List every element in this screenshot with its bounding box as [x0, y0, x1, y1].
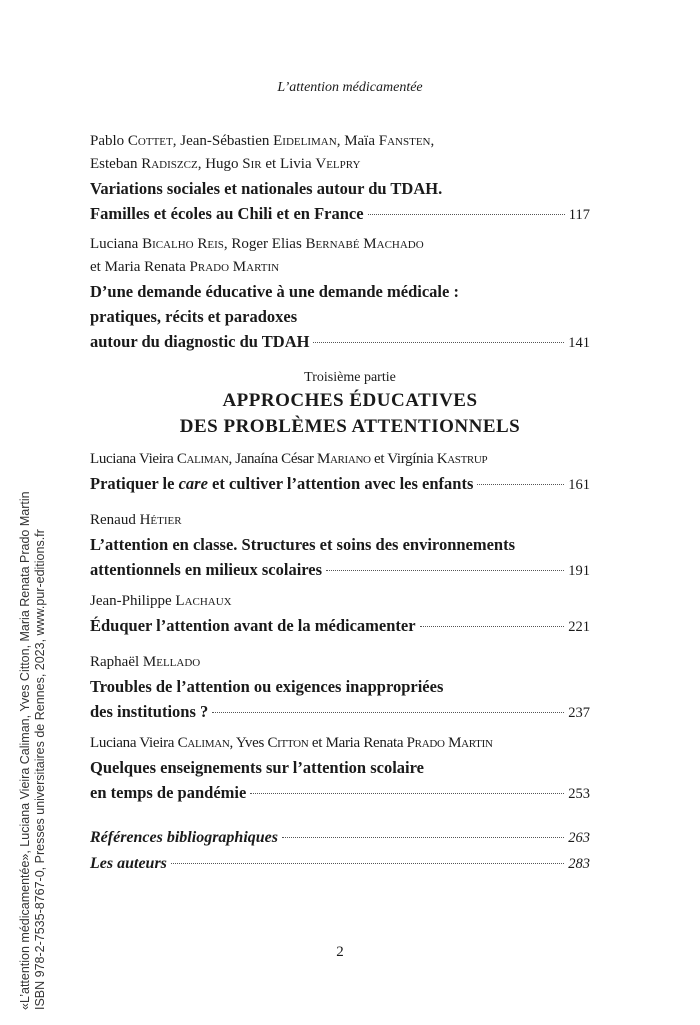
entry-title-last-line — [90, 613, 590, 640]
toc-entry[interactable] — [90, 590, 590, 640]
entry-title-text: Pratiquer le care et cultiver l’attention avec les enfants — [90, 474, 474, 493]
leader-dots — [282, 837, 564, 838]
entry-title-line: D’une demande éducative à une demande médicale : — [90, 282, 459, 301]
entry-title-text: autour du diagnostic du TDAH — [90, 332, 310, 351]
leader-dots — [326, 570, 564, 571]
entry-authors: Raphaël Mellado — [90, 654, 201, 670]
leader-dots — [368, 214, 565, 215]
toc-entry[interactable] — [90, 732, 590, 807]
part-title-line: APPROCHES ÉDUCATIVES — [222, 390, 478, 411]
entry-page-number: 117 — [568, 207, 590, 223]
side-credit-line: ISBN 978-2-7535-8767-0, Presses universitaires de Rennes, 2023, www.pur-editions.fr — [33, 529, 47, 1010]
entry-title-text: Éduquer l’attention avant de la médicamenter — [90, 616, 416, 635]
part-title-line: DES PROBLÈMES ATTENTIONNELS — [179, 416, 521, 437]
toc-entry[interactable] — [90, 130, 590, 228]
entry-page-number: 191 — [568, 563, 590, 579]
leader-dots — [477, 484, 564, 485]
leader-dots — [420, 626, 565, 627]
toc-entry[interactable] — [90, 509, 590, 584]
entry-title-last-line — [90, 201, 590, 228]
toc-entry-back-matter[interactable] — [90, 826, 590, 850]
leader-dots — [250, 793, 564, 794]
entry-page-number: 253 — [568, 786, 590, 802]
entry-page-number: 161 — [568, 477, 590, 493]
running-head: L’attention médicamentée — [277, 80, 423, 95]
leader-dots — [212, 712, 564, 713]
entry-authors: Luciana Bicalho Reis, Roger Elias Bernabé Machado et Maria Renata Prado Martin — [90, 236, 424, 275]
toc-entry[interactable] — [90, 448, 590, 498]
entry-title-last-line — [90, 780, 590, 807]
entry-title-text: Les auteurs — [90, 855, 167, 872]
entry-page-number: 141 — [568, 335, 590, 351]
page-number: 2 — [336, 944, 344, 960]
part-heading — [0, 368, 700, 440]
entry-page-number: 263 — [568, 830, 590, 846]
entry-title-last-line — [90, 557, 590, 584]
entry-title-last-line — [90, 826, 590, 850]
entry-title-line: L’attention en classe. Structures et soins des environnements — [90, 535, 516, 554]
entry-page-number: 221 — [568, 619, 590, 635]
entry-title-last-line — [90, 699, 590, 726]
entry-title-text: Familles et écoles au Chili et en France — [90, 204, 364, 223]
entry-title-last-line — [90, 852, 590, 876]
entry-authors: Jean-Philippe Lachaux — [90, 593, 232, 609]
entry-page-number: 237 — [568, 705, 590, 721]
entry-title-text: Références bibliographiques — [90, 829, 278, 846]
entry-title-last-line — [90, 329, 590, 356]
part-label: Troisième partie — [304, 370, 396, 385]
entry-title-line: Variations sociales et nationales autour du TDAH. — [90, 179, 443, 198]
leader-dots — [313, 342, 564, 343]
entry-authors: Renaud Hétier — [90, 512, 182, 528]
entry-title-line: Quelques enseignements sur l’attention scolaire — [90, 758, 424, 777]
entry-authors: Pablo Cottet, Jean-Sébastien Eideliman, Maïa Fansten, Esteban Radiszcz, Hugo Sir et Livia Velpry — [90, 133, 435, 172]
entry-title-line: pratiques, récits et paradoxes — [90, 307, 298, 326]
toc-entry[interactable] — [90, 651, 590, 726]
entry-title-last-line — [90, 471, 590, 498]
toc-entry[interactable] — [90, 233, 590, 356]
toc-entry-back-matter[interactable] — [90, 852, 590, 876]
entry-page-number: 283 — [568, 856, 590, 872]
entry-title-text: en temps de pandémie — [90, 783, 247, 802]
entry-title-text: des institutions ? — [90, 702, 209, 721]
leader-dots — [171, 863, 564, 864]
entry-authors: Luciana Vieira Caliman, Janaína César Mariano et Virgínia Kastrup — [90, 451, 488, 467]
entry-authors: Luciana Vieira Caliman, Yves Citton et Maria Renata Prado Martin — [90, 735, 493, 751]
side-credit-line: «L’attention médicamentée», Luciana Vieira Caliman, Yves Citton, Maria Renata Prado Martin — [18, 491, 32, 1010]
entry-title-text: attentionnels en milieux scolaires — [90, 560, 323, 579]
entry-title-line: Troubles de l’attention ou exigences inappropriées — [90, 677, 444, 696]
